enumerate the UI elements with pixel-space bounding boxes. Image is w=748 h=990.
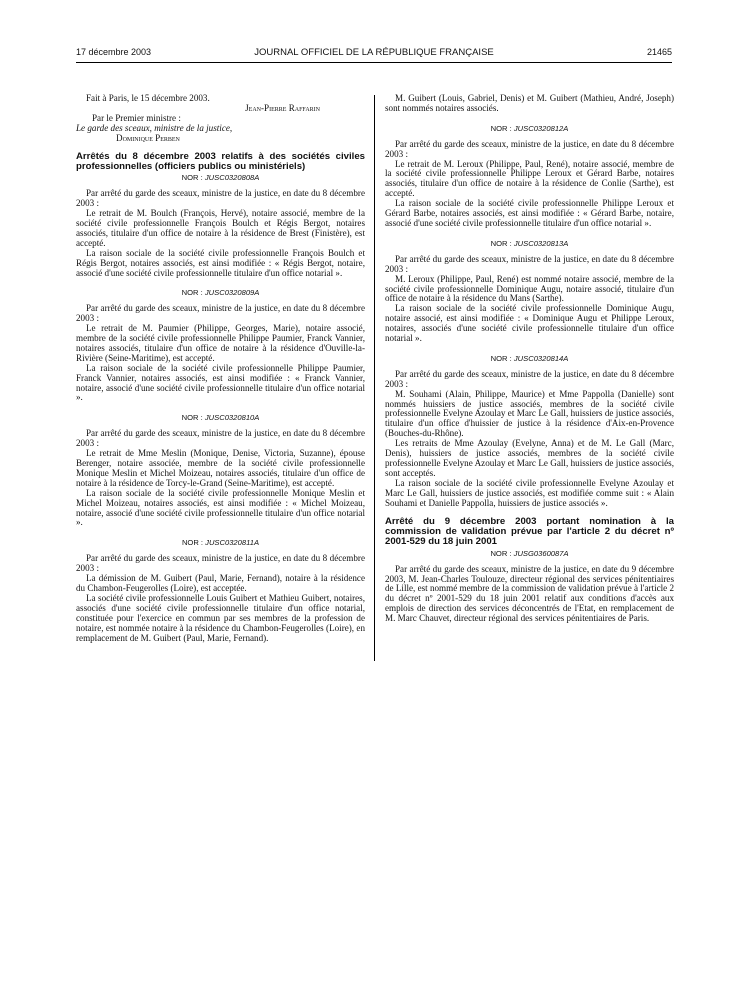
nor-label: NOR : bbox=[490, 238, 514, 248]
signature-signer: Jean-Pierre Raffarin bbox=[245, 102, 320, 113]
paragraph: M. Leroux (Philippe, Paul, René) est nommé notaire associé, membre de la société civile professionnelle Dominique Augu, notaire associé, titulaire d'un office de notaire à la résidence du Mans (Sarthe). bbox=[385, 273, 674, 304]
section-title: Arrêté du 9 décembre 2003 portant nomination à la commission de validation prévue par l'article 2 du décret nº 2001-529 du 18 juin 2001 bbox=[385, 515, 674, 548]
nor-label: NOR : bbox=[181, 288, 205, 298]
page-number: 21465 bbox=[646, 47, 672, 57]
paragraph: La raison sociale de la société civile professionnelle Evelyne Azoulay et Marc Le Gall, huissiers de justice associés, est modifiée comme suit : « Alain Souhami et Danielle Pappolla, huissiers de justice associés ». bbox=[385, 477, 674, 508]
signature-minister: Dominique Perben bbox=[116, 132, 180, 143]
paragraph: Par arrêté du garde des sceaux, ministre de la justice, en date du 8 décembre 2003 : bbox=[76, 188, 365, 209]
signature-block bbox=[76, 94, 365, 144]
nor-label: NOR : bbox=[181, 538, 206, 548]
paragraph: Le retrait de M. Leroux (Philippe, Paul, René), notaire associé, membre de la société civile professionnelle Philippe Leroux et Gérard Barbe, notaires associés, titulaire d'un office de notaire à la résidence de Conlie (Sarthe), est accepté. bbox=[385, 158, 674, 199]
signature-par: Par le Premier ministre : bbox=[92, 112, 181, 123]
nor-label: NOR : bbox=[181, 173, 205, 183]
paragraph: M. Souhami (Alain, Philippe, Maurice) et Mme Pappolla (Danielle) sont nommés huissiers de justice associés, membres de la société civile professionnelle Evelyne Azoulay et Marc Le Gall, huissiers de justice associés, titulaire d'un office d'huissier de justice à la résidence d'Aix-en-Provence (Bouches-du-Rhône). bbox=[385, 388, 674, 439]
nor-label: NOR : bbox=[490, 123, 514, 133]
paragraph: Par arrêté du garde des sceaux, ministre de la justice, en date du 9 décembre 2003, M. Jean-Charles Toulouze, directeur régional des services pénitentiaires de Lille, est nommé membre de la commission de validation prévue à l'article 2 du décret nº 2001-529 du 18 juin 2001 relatif aux conditions d'accès aux emplois de direction des services déconcentrés de l'Etat, en remplacement de M. Marc Chauvet, directeur régional des services pénitentiaires de Paris. bbox=[385, 563, 675, 624]
nor-code: JUSC0320808A bbox=[204, 173, 260, 183]
signature-place-date: Fait à Paris, le 15 décembre 2003. bbox=[86, 93, 210, 103]
paragraph: Par arrêté du garde des sceaux, ministre de la justice, en date du 8 décembre 2003 : bbox=[385, 138, 674, 159]
nor-reference bbox=[76, 173, 365, 183]
paragraph: La raison sociale de la société civile professionnelle Philippe Paumier, Franck Vannier, notaires associés, est ainsi modifiée : « Franck Vannier, notaire, associé d'une société civile professionnelle titulaire d'un office notarial ». bbox=[76, 362, 365, 403]
header-rule bbox=[76, 62, 672, 63]
paragraph: Le retrait de M. Boulch (François, Hervé), notaire associé, membre de la société civile professionnelle François Boulch et Régis Bergot, notaires associés, titulaire d'un office de notaire à la résidence de Brest (Finistère), est accepté. bbox=[76, 208, 365, 248]
column-divider bbox=[374, 95, 375, 661]
nor-reference bbox=[385, 549, 674, 559]
page-header bbox=[76, 47, 672, 61]
left-column bbox=[76, 94, 365, 643]
nor-code: JUSC0320809A bbox=[204, 288, 260, 298]
paragraph: Par arrêté du garde des sceaux, ministre de la justice, en date du 8 décembre 2003 : bbox=[385, 368, 674, 389]
paragraph: Par arrêté du garde des sceaux, ministre de la justice, en date du 8 décembre 2003 : bbox=[385, 253, 674, 274]
paragraph: La société civile professionnelle Louis Guibert et Mathieu Guibert, notaires, associés d'une société civile professionnelle titulaire d'un office notarial, constituée pour l'exercice en commun par ses membres de la profession de notaire, est nommée notaire à la résidence du Chambon-Feugerolles (Loire), en remplacement de M. Guibert (Paul, Marie, Fernand). bbox=[76, 592, 365, 643]
journal-title: JOURNAL OFFICIEL DE LA RÉPUBLIQUE FRANÇAISE bbox=[254, 47, 494, 58]
nor-code: JUSC0320814A bbox=[513, 353, 569, 363]
nor-code: JUSC0320813A bbox=[513, 238, 569, 248]
paragraph: La raison sociale de la société civile professionnelle Dominique Augu, notaire associé, est ainsi modifiée : « Dominique Augu et Philippe Leroux, notaires, associés d'une société civile professionnelle titulaire d'un office notarial ». bbox=[385, 303, 674, 344]
nor-label: NOR : bbox=[490, 548, 514, 558]
paragraph: M. Guibert (Louis, Gabriel, Denis) et M. Guibert (Mathieu, André, Joseph) sont nommés notaires associés. bbox=[385, 93, 674, 113]
paragraph: Le retrait de M. Paumier (Philippe, Georges, Marie), notaire associé, membre de la société civile professionnelle Philippe Paumier, Franck Vannier, notaires associés, titulaire d'un office de notaire à la résidence d'Ouville-la-Rivière (Seine-Maritime), est accepté. bbox=[76, 323, 365, 363]
nor-reference bbox=[385, 124, 674, 134]
nor-code: JUSC0320810A bbox=[204, 413, 260, 423]
nor-label: NOR : bbox=[181, 413, 205, 423]
nor-reference bbox=[385, 354, 674, 364]
header-date: 17 décembre 2003 bbox=[76, 47, 152, 57]
nor-code: JUSC0320812A bbox=[513, 123, 569, 133]
paragraph: Le retrait de Mme Meslin (Monique, Denise, Victoria, Suzanne), épouse Berenger, notaire associée, membre de la société civile professionnelle Monique Meslin et Michel Moizeau, notaires associés, titulaire d'un office de notaire à la résidence de Torcy-le-Grand (Seine-Maritime), est accepté. bbox=[76, 448, 365, 488]
nor-reference bbox=[76, 413, 365, 423]
nor-code: JUSC0320811A bbox=[205, 538, 260, 548]
paragraph: La raison sociale de la société civile professionnelle Monique Meslin et Michel Moizeau, notaires associés, est ainsi modifiée : « Michel Moizeau, notaire, associé d'une société civile professionnelle titulaire d'un office notarial ». bbox=[76, 487, 365, 528]
paragraph: Par arrêté du garde des sceaux, ministre de la justice, en date du 8 décembre 2003 : bbox=[76, 428, 365, 449]
nor-reference bbox=[385, 239, 674, 249]
nor-code: JUSG0360087A bbox=[513, 548, 569, 558]
nor-label: NOR : bbox=[490, 353, 514, 363]
right-column bbox=[385, 94, 674, 624]
paragraph: Les retraits de Mme Azoulay (Evelyne, Anna) et de M. Le Gall (Marc, Denis), huissiers de justice associés, membres de la société civile professionnelle Evelyne Azoulay et Marc Le Gall, huissiers de justice associés, sont acceptés. bbox=[385, 438, 674, 478]
section-title: Arrêtés du 8 décembre 2003 relatifs à des sociétés civiles professionnelles (officiers publics ou ministériels) bbox=[76, 150, 365, 172]
paragraph: Par arrêté du garde des sceaux, ministre de la justice, en date du 8 décembre 2003 : bbox=[76, 303, 365, 324]
paragraph: Par arrêté du garde des sceaux, ministre de la justice, en date du 8 décembre 2003 : bbox=[76, 553, 365, 574]
paragraph: La raison sociale de la société civile professionnelle François Boulch et Régis Bergot, notaires associés, est ainsi modifiée : « Régis Bergot, notaire, associé d'une société civile professionnelle titulaire d'un office notarial ». bbox=[76, 247, 365, 278]
nor-reference bbox=[76, 288, 365, 298]
paragraph: La raison sociale de la société civile professionnelle Philippe Leroux et Gérard Barbe, notaires associés, est ainsi modifiée : « Gérard Barbe, notaire, associé d'une société civile professionnelle titulaire d'un office notarial ». bbox=[385, 198, 674, 228]
paragraph: La démission de M. Guibert (Paul, Marie, Fernand), notaire à la résidence du Chambon-Feugerolles (Loire), est acceptée. bbox=[76, 573, 365, 593]
signature-role: Le garde des sceaux, ministre de la justice, bbox=[76, 122, 233, 133]
nor-reference bbox=[76, 538, 365, 548]
